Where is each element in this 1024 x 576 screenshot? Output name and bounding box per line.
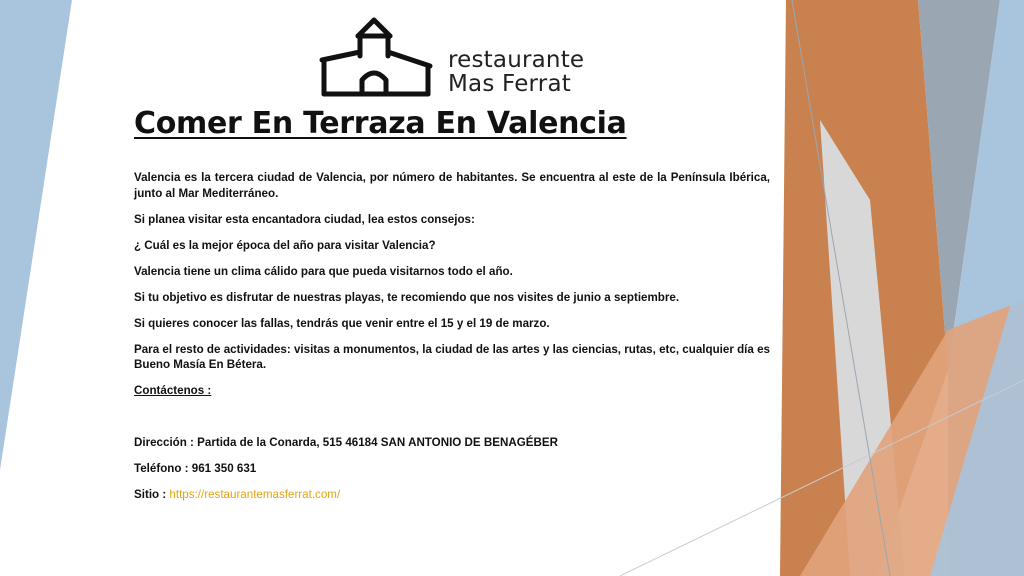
left-blue-triangle [0, 0, 72, 470]
paragraph-3: ¿ Cuál es la mejor época del año para visitar Valencia? [134, 238, 436, 252]
paragraph-5: Si tu objetivo es disfrutar de nuestras playas, te recomiendo que nos visites de junio a septiembre. [134, 290, 680, 304]
contact-phone: Teléfono : 961 350 631 [134, 462, 257, 475]
paragraph-4: Valencia tiene un clima cálido para que pueda visitarnos todo el año. [134, 264, 513, 278]
page-title: Comer En Terraza En Valencia [134, 106, 627, 141]
paragraph-2: Si planea visitar esta encantadora ciudad, lea estos consejos: [134, 212, 475, 226]
logo-line-2: Mas Ferrat [448, 71, 571, 97]
spacer [134, 409, 770, 435]
logo-wordmark [448, 48, 584, 96]
paragraph-1: Valencia es la tercera ciudad de Valencia, por número de habitantes. Se encuentra al este de la Península Ibérica, junto al Mar Mediterráneo. [134, 171, 770, 200]
paragraph-6: Si quieres conocer las fallas, tendrás que venir entre el 15 y el 19 de marzo. [134, 316, 550, 330]
restaurant-logo [318, 16, 585, 98]
contact-site [134, 487, 770, 503]
contact-heading: Contáctenos : [134, 384, 212, 397]
house-chapel-icon [318, 16, 446, 98]
contact-address: Dirección : Partida de la Conarda, 515 46184 SAN ANTONIO DE BENAGÉBER [134, 436, 558, 449]
paragraph-7: Para el resto de actividades: visitas a monumentos, la ciudad de las artes y las ciencias, rutas, etc, cualquier día es Bueno Masía En Bétera. [134, 342, 770, 371]
site-label: Sitio : [134, 488, 170, 501]
article-body [134, 170, 770, 513]
logo-line-1: restaurante [448, 47, 585, 73]
site-link[interactable]: https://restaurantemasferrat.com/ [169, 488, 341, 501]
